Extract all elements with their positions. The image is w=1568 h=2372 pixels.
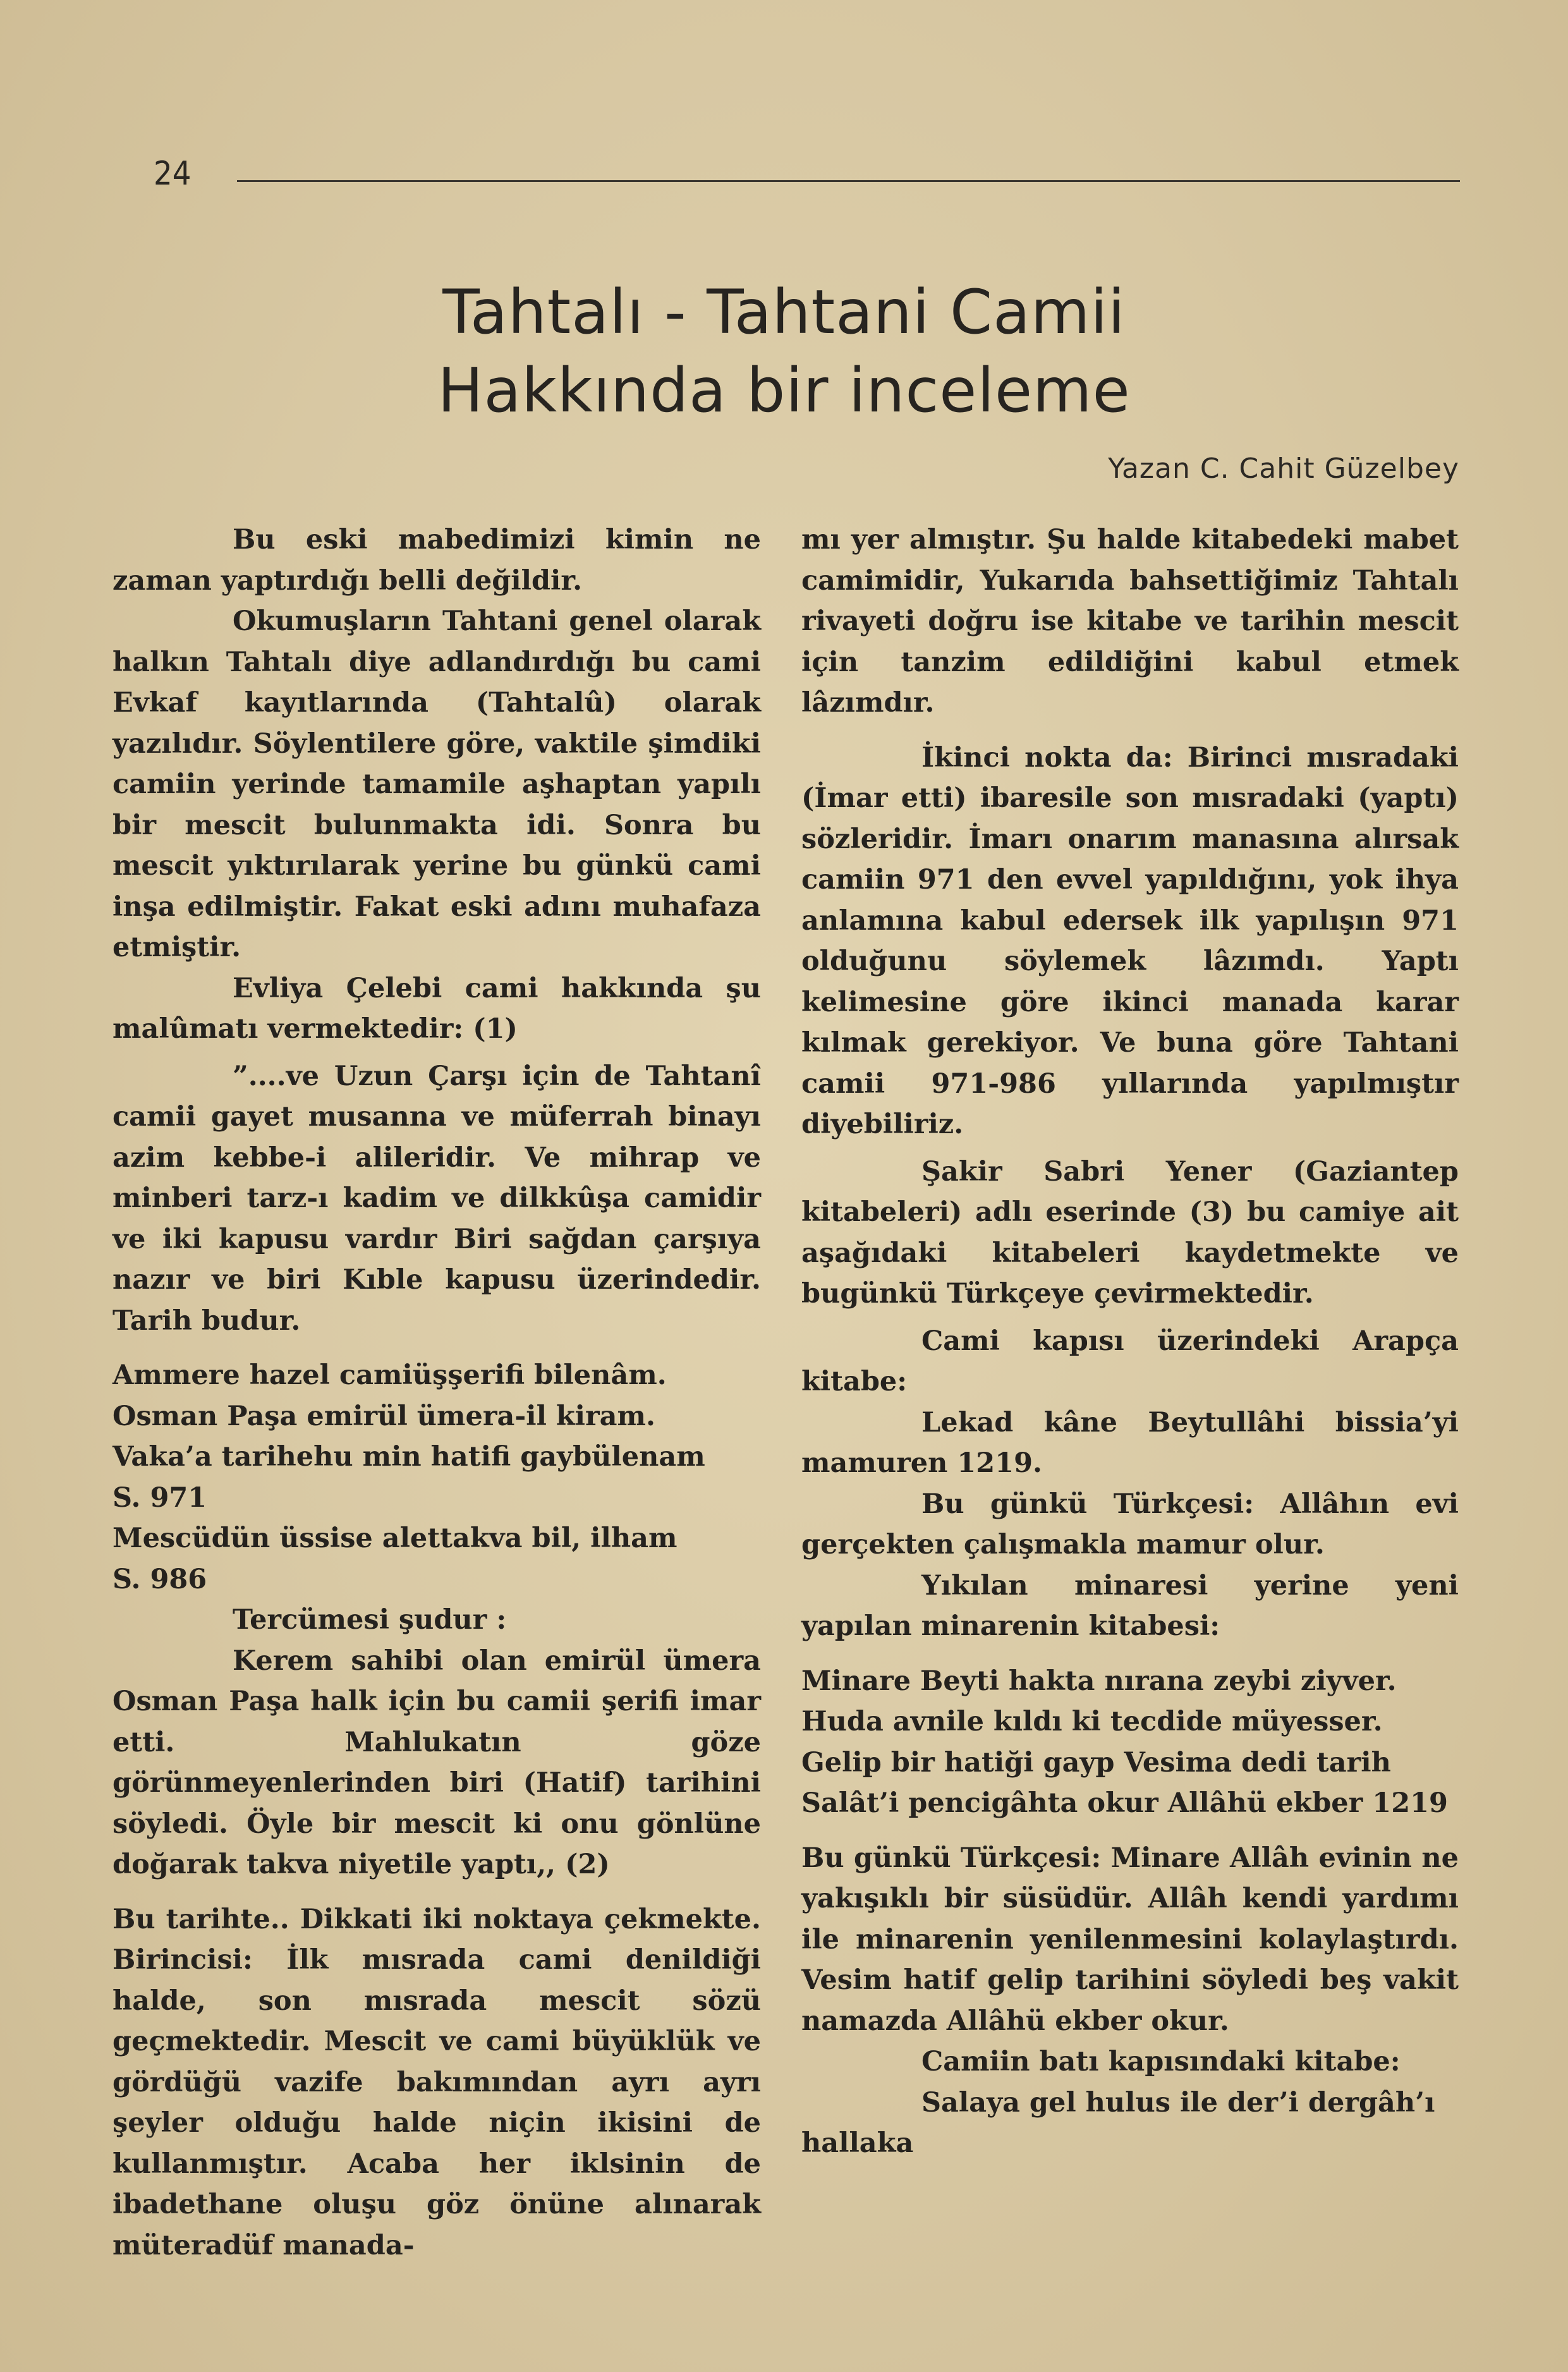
paragraph: Bu günkü Türkçesi: Allâhın evi gerçekten çalışmakla mamur olur.	[801, 1488, 1459, 1560]
page-number: 24	[154, 155, 191, 193]
paragraph: Cami kapısı üzerindeki Arapça kitabe:	[801, 1325, 1459, 1397]
verse-line: Mescüdün üssise alettakva bil, ilham	[112, 1523, 678, 1554]
author-byline: Yazan C. Cahit Güzelbey	[1108, 453, 1459, 485]
right-column	[801, 520, 1459, 2164]
paragraph: Bu günkü Türkçesi: Minare Allâh evinin ne yakışıklı bir süsüdür. Allâh kendi yardımı ile minarenin yenilenmesini kolaylaştırdı. Vesim hatif gelip tarihini söyledi beş vakit namazda Allâhü ekber okur.	[801, 1842, 1459, 2037]
inscription-text: Lekad kâne Beytullâhi bissia’yi mamuren 1219.	[801, 1406, 1459, 1479]
paragraph: mı yer almıştır. Şu halde kitabedeki mabet camimidir, Yukarıda bahsettiğimiz Tahtalı rivayeti doğru ise kitabe ve tarihin mescit için tanzim edildiğini kabul etmek lâzımdır.	[801, 524, 1459, 719]
paragraph: Bu eski mabedimizi kimin ne zaman yaptırdığı belli değildir.	[112, 524, 761, 597]
article-title-line-2: Hakkında bir inceleme	[437, 355, 1131, 426]
paragraph: Okumuşların Tahtani genel olarak halkın Tahtalı diye adlandırdığı bu cami Evkaf kayıtlarında (Tahtalû) olarak yazılıdır. Söylentilere göre, vaktile şimdiki camiin yerinde tamamile aşhaptan yapılı bir mescit bulunmakta idi. Sonra bu mescit yıktırılarak yerine bu günkü cami inşa edilmiştir. Fakat eski adını muhafaza etmiştir.	[112, 605, 761, 963]
verse-line: Salât’i pencigâhta okur Allâhü ekber 1219	[801, 1787, 1448, 1819]
quotation: ”....ve Uzun Çarşı için de Tahtanî camii gayet musanna ve müferrah binayı azim kebbe-i alileridir. Ve mihrap ve minberi tarz-ı kadim ve dilkkûşa camidir ve iki kapusu vardır Biri sağdan çarşıya nazır ve biri Kıble kapusu üzerindedir. Tarih budur.	[112, 1060, 761, 1337]
verse-line: Osman Paşa emirül ümera-il kiram.	[112, 1400, 655, 1432]
verse-line: Ammere hazel camiüşşerifi bilenâm.	[112, 1359, 667, 1391]
verse-date: S. 971	[112, 1481, 207, 1514]
paragraph: Kerem sahibi olan emirül ümera Osman Paşa halk için bu camii şerifi imar etti. Mahlukatın göze görünmeyenlerinden biri (Hatif) tarihini söyledi. Öyle bir mescit ki onu gönlüne doğarak takva niyetile yaptı,, (2)	[112, 1645, 761, 1880]
paragraph: Camiin batı kapısındaki kitabe:	[921, 2046, 1401, 2077]
verse-line: Vaka’a tarihehu min hatifi gaybülenam	[112, 1441, 705, 1473]
verse-line: Gelip bir hatiği gayp Vesima dedi tarih	[801, 1746, 1391, 1779]
left-column	[112, 520, 761, 2266]
paragraph: Şakir Sabri Yener (Gaziantep kitabeleri) adlı eserinde (3) bu camiye ait aşağıdaki kitabeleri kaydetmekte ve bugünkü Türkçeye çevirmektedir.	[801, 1155, 1459, 1310]
translation-heading: Tercümesi şudur :	[233, 1604, 507, 1636]
verse-line: Huda avnile kıldı ki tecdide müyesser.	[801, 1706, 1383, 1737]
paragraph: Evliya Çelebi cami hakkında şu malûmatı vermektedir: (1)	[112, 972, 761, 1045]
article-title-line-1: Tahtalı - Tahtani Camii	[442, 277, 1126, 348]
paragraph: İkinci nokta da: Birinci mısradaki (İmar etti) ibaresile son mısradaki (yaptı) sözleridir. İmarı onarım manasına alırsak camiin 971 den evvel yapıldığını, yok ihya anlamına kabul edersek ilk yapılışın 971 olduğunu söylemek lâzımdı. Yaptı kelimesine göre ikinci manada karar kılmak gerekiyor. Ve buna göre Tahtani camii 971-986 yıllarında yapılmıştır diyebiliriz.	[801, 741, 1459, 1140]
paragraph: Yıkılan minaresi yerine yeni yapılan minarenin kitabesi:	[801, 1569, 1459, 1642]
paragraph: Bu tarihte.. Dikkati iki noktaya çekmekte. Birincisi: İlk mısrada cami denildiği halde, son mısrada mescit sözü geçmektedir. Mescit ve cami büyüklük ve gördüğü vazife bakımından ayrı ayrı şeyler olduğu halde niçin ikisini de kullanmıştır. Acaba her iklsinin de ibadethane oluşu göz önüne alınarak müteradüf manada-	[112, 1903, 761, 2261]
verse-line: Salaya gel hulus ile der’i dergâh’ı	[921, 2086, 1435, 2119]
verse-line: Minare Beyti hakta nırana zeybi ziyver.	[801, 1665, 1397, 1697]
header-rule	[237, 180, 1460, 182]
verse-line: hallaka	[801, 2127, 914, 2159]
verse-date: S. 986	[112, 1563, 207, 1595]
